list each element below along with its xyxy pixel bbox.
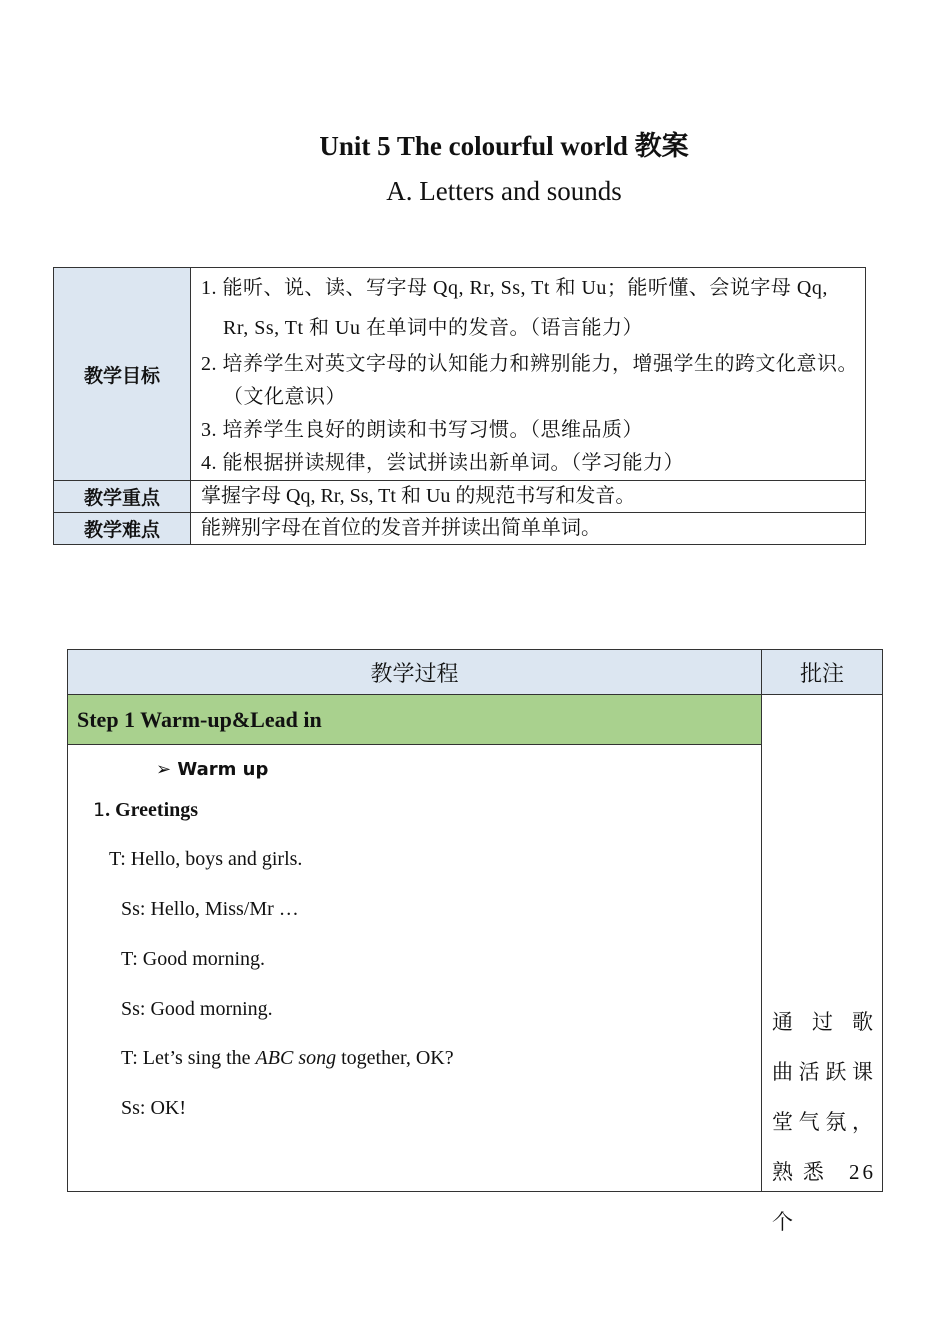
note-line: 堂气氛， <box>772 1110 876 1134</box>
greetings-number: 1 <box>93 799 106 821</box>
key-point-label: 教学重点 <box>54 481 191 513</box>
song-title: ABC song <box>255 1047 337 1069</box>
warm-up-heading <box>156 759 268 780</box>
goals-cell <box>191 268 866 481</box>
notes-cell <box>762 695 883 1234</box>
goal-item: 3. 培养学生良好的朗读和书写习惯。（思维品质） <box>201 419 643 441</box>
goal-item: 4. 能根据拼读规律，尝试拼读出新单词。（学习能力） <box>201 452 684 474</box>
dialogue-line: Ss: OK! <box>121 1097 187 1119</box>
dialogue-line: T: Hello, boys and girls. <box>109 848 303 870</box>
goal-label: 教学目标 <box>54 268 191 481</box>
key-point-text: 掌握字母 Qq, Rr, Ss, Tt 和 Uu 的规范书写和发音。 <box>191 481 866 513</box>
goal-item: 2. 培养学生对英文字母的认知能力和辨别能力，增强学生的跨文化意识。（文化意识） <box>201 353 858 408</box>
process-header: 教学过程 <box>68 650 762 695</box>
step-1-title: Step 1 Warm-up&Lead in <box>68 695 762 745</box>
note-line: 熟悉 26 个 <box>772 1160 876 1234</box>
note-line: 通过歌 <box>772 1010 876 1034</box>
difficulty-text: 能辨别字母在首位的发音并拼读出简单单词。 <box>191 513 866 545</box>
document-title: Unit 5 The colourful world 教案 <box>319 131 689 161</box>
sing-line <box>121 1047 454 1070</box>
note-line: 曲活跃课 <box>772 1060 876 1084</box>
greetings-heading <box>93 799 198 822</box>
document-subtitle: A. Letters and sounds <box>386 176 622 206</box>
note-text <box>772 997 876 1247</box>
objectives-table <box>53 267 866 545</box>
sing-text-post: together, OK? <box>336 1047 454 1069</box>
dialogue-line: T: Good morning. <box>121 948 265 970</box>
dialogue-line: Ss: Hello, Miss/Mr … <box>121 898 299 920</box>
notes-header: 批注 <box>762 650 883 695</box>
process-table <box>67 649 883 1234</box>
greetings-title: . Greetings <box>105 799 199 821</box>
difficulty-label: 教学难点 <box>54 513 191 545</box>
step-1-content <box>68 745 762 1192</box>
arrow-bullet-icon: ➢ <box>156 759 172 780</box>
sing-text-pre: T: Let’s sing the <box>121 1047 256 1069</box>
goal-item: 1. 能听、说、读、写字母 Qq, Rr, Ss, Tt 和 Uu；能听懂、会说字母 Qq, Rr, Ss, Tt 和 Uu 在单词中的发音。（语言能力） <box>201 277 828 339</box>
warm-up-label: Warm up <box>177 759 269 780</box>
dialogue-line: Ss: Good morning. <box>121 998 273 1020</box>
